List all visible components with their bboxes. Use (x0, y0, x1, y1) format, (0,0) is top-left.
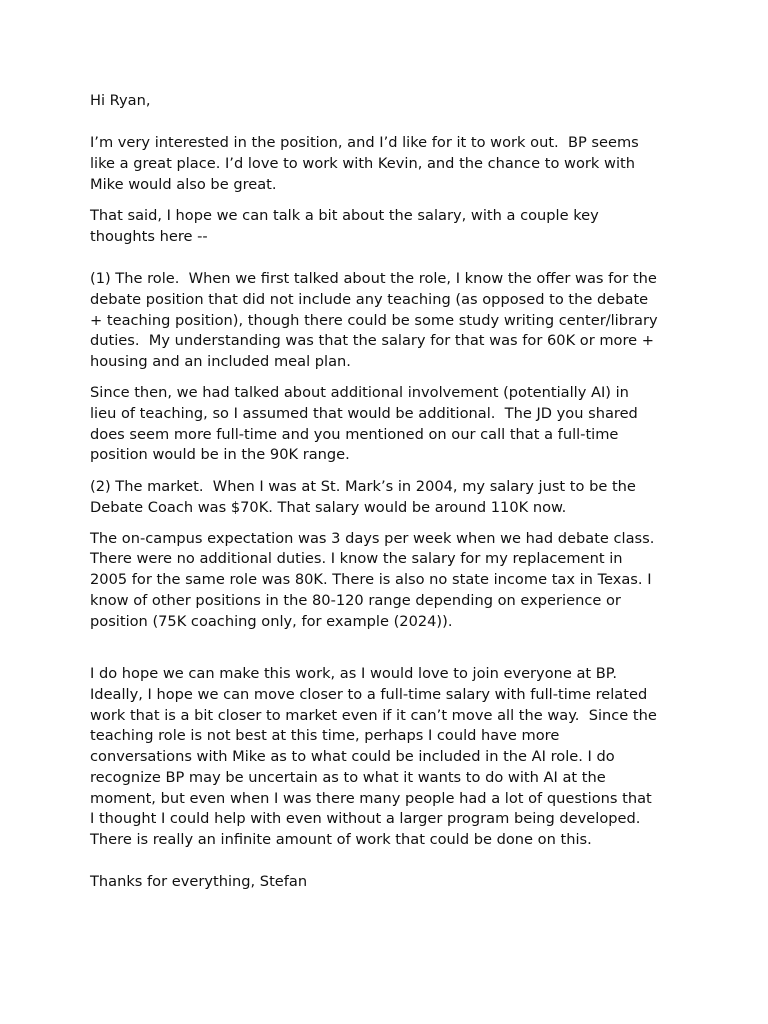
paragraph-7-line-8: I thought I could help with even without a larger program being developed. (90, 810, 641, 827)
paragraph-7-line-5: conversations with Mike as to what could be included in the AI role. I do (90, 748, 615, 765)
paragraph-3-line-5: housing and an included meal plan. (90, 353, 351, 370)
paragraph-6-line-3: 2005 for the same role was 80K. There is also no state income tax in Texas. I (90, 571, 652, 588)
paragraph-3-line-4: duties. My understanding was that the salary for that was for 60K or more + (90, 332, 655, 349)
paragraph-5-line-1: (2) The market. When I was at St. Mark’s in 2004, my salary just to be the (90, 478, 636, 495)
paragraph-7-line-3: work that is a bit closer to market even if it can’t move all the way. Since the (90, 707, 657, 724)
paragraph-6-line-4: know of other positions in the 80-120 range depending on experience or (90, 592, 621, 609)
paragraph-4-line-1: Since then, we had talked about additional involvement (potentially AI) in (90, 384, 629, 401)
paragraph-7-line-4: teaching role is not best at this time, perhaps I could have more (90, 727, 560, 744)
paragraph-6-line-1: The on-campus expectation was 3 days per week when we had debate class. (90, 530, 655, 547)
paragraph-3-line-1: (1) The role. When we first talked about the role, I know the offer was for the (90, 270, 657, 287)
closing-signature: Thanks for everything, Stefan (90, 873, 308, 890)
paragraph-7-line-2: Ideally, I hope we can move closer to a full-time salary with full-time related (90, 686, 648, 703)
paragraph-4-line-4: position would be in the 90K range. (90, 446, 350, 463)
paragraph-7-line-7: moment, but even when I was there many people had a lot of questions that (90, 790, 652, 807)
paragraph-3-line-2: debate position that did not include any teaching (as opposed to the debate (90, 291, 649, 308)
paragraph-7-line-1: I do hope we can make this work, as I would love to join everyone at BP. (90, 665, 617, 682)
paragraph-1-line-1: I’m very interested in the position, and I’d like for it to work out. BP seems (90, 134, 639, 151)
paragraph-2-line-2: thoughts here -- (90, 228, 208, 245)
greeting: Hi Ryan, (90, 92, 151, 109)
paragraph-1-line-2: like a great place. I’d love to work with Kevin, and the chance to work with (90, 155, 635, 172)
paragraph-4-line-2: lieu of teaching, so I assumed that would be additional. The JD you shared (90, 405, 638, 422)
paragraph-7-line-9: There is really an infinite amount of work that could be done on this. (90, 831, 592, 848)
paragraph-1-line-3: Mike would also be great. (90, 176, 277, 193)
paragraph-7-line-6: recognize BP may be uncertain as to what it wants to do with AI at the (90, 769, 606, 786)
paragraph-6-line-2: There were no additional duties. I know the salary for my replacement in (90, 550, 623, 567)
paragraph-3-line-3: + teaching position), though there could be some study writing center/library (90, 312, 658, 329)
paragraph-2-line-1: That said, I hope we can talk a bit about the salary, with a couple key (90, 207, 599, 224)
paragraph-5-line-2: Debate Coach was $70K. That salary would be around 110K now. (90, 499, 567, 516)
paragraph-4-line-3: does seem more full-time and you mentioned on our call that a full-time (90, 426, 619, 443)
paragraph-6-line-5: position (75K coaching only, for example (2024)). (90, 613, 453, 630)
